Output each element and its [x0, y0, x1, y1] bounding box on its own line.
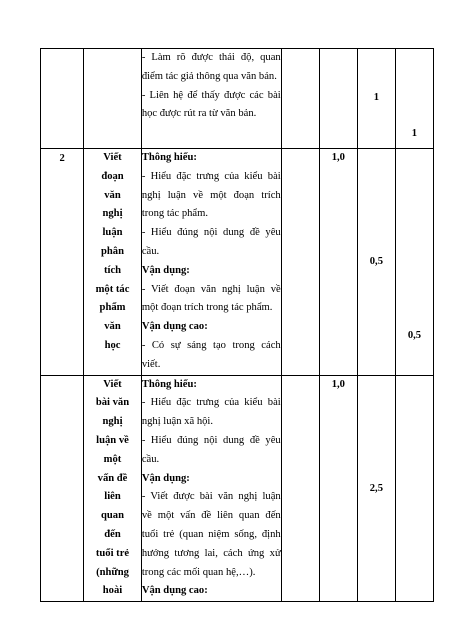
- topic-line: hoài: [102, 585, 123, 597]
- score-cell: [319, 375, 357, 602]
- description-line: điểm tác giả thông qua văn bản.: [141, 70, 277, 82]
- table-row: [41, 149, 434, 376]
- description-line: học được rút ra từ văn bản.: [141, 108, 257, 120]
- description-line: - Làm rõ được thái độ, quan: [141, 52, 281, 63]
- topic-line: phân: [101, 245, 124, 257]
- section-heading: Vận dụng:: [141, 472, 190, 484]
- description-line: - Viết được bài văn nghị luận: [141, 491, 281, 503]
- description-line: trong các mối quan hệ,…).: [141, 566, 256, 578]
- description-cell: [141, 375, 281, 602]
- row-number-cell: [41, 49, 84, 149]
- description-line: tuổi trẻ (quan niệm sống, định: [141, 528, 281, 540]
- topic-line: Viết: [103, 378, 122, 390]
- description-line: - Có sự sáng tạo trong cách: [141, 339, 281, 351]
- table-row: [41, 49, 434, 149]
- section-heading: Thông hiểu:: [141, 152, 197, 163]
- description-line: - Hiểu đặc trưng của kiểu bài: [141, 170, 281, 182]
- description-line: hướng tương lai, cách ứng xử: [141, 547, 281, 559]
- topic-line: học: [104, 339, 121, 351]
- description-cell: [141, 49, 281, 149]
- description-line: viết.: [141, 358, 161, 370]
- description-cell: [141, 149, 281, 376]
- score-cell: [357, 375, 395, 602]
- table-row: [41, 375, 434, 602]
- score-value: 1: [411, 128, 418, 140]
- score-cell: [319, 49, 357, 149]
- topic-line: tuổi trẻ: [95, 547, 130, 559]
- score-value: 0,5: [369, 256, 383, 267]
- topic-cell: [84, 375, 142, 602]
- description-line: - Hiểu đúng nội dung đề yêu: [141, 434, 281, 446]
- topic-line: vấn đề: [97, 472, 128, 484]
- topic-line: Viết: [103, 152, 122, 163]
- description-line: nghị luận về một đoạn trích: [141, 189, 281, 201]
- topic-line: một tác: [95, 283, 130, 295]
- topic-line: văn: [104, 189, 121, 201]
- topic-line: phẩm: [99, 302, 126, 314]
- score-cell: [319, 149, 357, 376]
- score-value: 1,0: [331, 378, 345, 390]
- topic-line: liên: [104, 491, 121, 503]
- topic-line: nghị: [102, 416, 123, 428]
- level-cell: [281, 375, 319, 602]
- row-number-cell: [41, 375, 84, 602]
- score-cell: [395, 149, 433, 376]
- topic-line: nghị: [102, 208, 123, 220]
- section-heading: Vận dụng cao:: [141, 585, 208, 597]
- topic-line: đoạn: [101, 170, 124, 182]
- section-heading: Vận dụng cao:: [141, 321, 208, 333]
- topic-line: quan: [101, 510, 124, 522]
- score-value: 0,5: [407, 330, 422, 341]
- row-number-cell: [41, 149, 84, 376]
- description-line: cầu.: [141, 453, 160, 465]
- level-cell: [281, 49, 319, 149]
- description-line: trong tác phẩm.: [141, 208, 209, 220]
- topic-cell: [84, 149, 142, 376]
- exam-spec-table: [40, 48, 434, 602]
- score-value: 1,0: [331, 152, 345, 163]
- topic-line: luận: [102, 227, 123, 239]
- description-line: - Hiểu đúng nội dung đề yêu: [141, 227, 281, 239]
- topic-line: tích: [103, 264, 122, 276]
- topic-line: bài văn: [95, 397, 130, 409]
- topic-cell: [84, 49, 142, 149]
- score-cell: [395, 375, 433, 602]
- score-cell: [395, 49, 433, 149]
- description-line: - Viết đoạn văn nghị luận về: [141, 283, 281, 295]
- section-heading: Vận dụng:: [141, 264, 190, 276]
- description-line: - Hiểu đặc trưng của kiểu bài: [141, 397, 281, 409]
- topic-line: luận về: [96, 434, 129, 446]
- description-line: về một vấn đề liên quan đến: [141, 510, 281, 522]
- description-line: cầu.: [141, 245, 160, 257]
- score-value: 2,5: [369, 482, 383, 494]
- topic-line: một: [103, 453, 122, 465]
- score-cell: [357, 49, 395, 149]
- level-cell: [281, 149, 319, 376]
- score-cell: [357, 149, 395, 376]
- row-number: 2: [59, 153, 65, 164]
- description-line: nghị luận xã hội.: [141, 416, 214, 428]
- topic-line: (những: [96, 566, 129, 578]
- section-heading: Thông hiểu:: [141, 378, 197, 390]
- description-line: - Liên hệ để thấy được các bài: [141, 89, 281, 101]
- topic-line: văn: [104, 321, 121, 333]
- description-line: một đoạn trích trong tác phẩm.: [141, 302, 273, 314]
- topic-line: đến: [104, 528, 121, 540]
- score-value: 1: [373, 92, 380, 104]
